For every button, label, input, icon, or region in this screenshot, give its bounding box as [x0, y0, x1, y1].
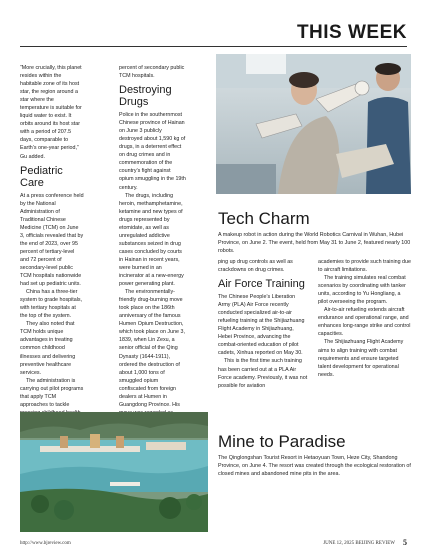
- paragraph: The drugs, including heroin, methamphetamine, ketamine and new types of drugs represented by etomidate, as well as unregulated addictive substances seized in drug cases concluded by courts in Hainan in recent years, were burned in an incinerator at a new-energy power generating plant.: [119, 192, 184, 288]
- paragraph: The environmentally-friendly drug-burning move took place on the 186th anniversary of the famous Humen Opium Destruction, which took place on June 3, 1839, when Lin Zexu, a senior official of the Qing Dynasty (1644-1911), ordered the destruction of about 1,000 tons of smuggled opium confiscated from foreign dealers at Humen in Guangdong Province. His: [119, 289, 185, 408]
- footer-issue: JUNE 12, 2025 BEIJING REVIEW: [323, 541, 395, 546]
- paragraph: The Chinese People’s Liberation Army (PLA) Air Force recently conducted specialized air-to-air refueling training at the Shijiazhuang Flight Academy in Shijiazhuang, Hebei Province, advancing the combat-oriented education of pilot cadets, Xinhua reported on May 30.: [218, 294, 305, 357]
- section-title: THIS WEEK: [296, 22, 407, 43]
- air-force-training-heading: Air Force Training: [218, 278, 305, 291]
- paragraph: The training simulates real combat scenarios by coordinating with tanker units, according to Yu Hongliang, a pilot overseeing the program.: [318, 275, 406, 306]
- paragraph: At a press conference held by the National Administration of Traditional Chinese Medicine (TCM) on June 3, officials revealed that by the end of 2023, over 95 percent of tertiary-level and 72 percent of secondary-level public TCM hospitals nationwide had set up pediatric units.: [20, 192, 84, 288]
- tech-charm-caption: A makeup robot in action during the World Robotics Carnival in Wuhan, Hubei Province, on June 2. The event, held from May 31 to June 2, featured nearly 100 robots.: [218, 232, 411, 254]
- paragraph: Air-to-air refueling extends aircraft endurance and operational range, and enhances long-range strike and control capacities.: [318, 307, 411, 338]
- mine-to-paradise-photo: [20, 412, 208, 532]
- paragraph: “More crucially, this planet resides within the habitable zone of its host star, the region around a star where the temperature is suitable for liquid water to exist. It orbits around its host star with a period of 207.5 days, comparable to Earth’s one-year period,” Gu added.: [20, 65, 82, 160]
- paragraph: They also noted that TCM holds unique advantages in treating common childhood illnesses and delivering preventive healthcare services.: [20, 321, 76, 376]
- tech-charm-photo: [216, 54, 411, 194]
- paragraph: The administration is carrying out pilot programs that apply TCM approaches to tackle: [20, 377, 84, 408]
- page-number: 5: [403, 538, 407, 547]
- column-4: [318, 258, 411, 379]
- paragraph: Police in the southernmost Chinese province of Hainan on June 3 publicly destroyed about 1,590 kg of drugs, in a deterrent effect on drug crimes and in commemoration of the country’s fight against opium smuggling in the 19th century.: [119, 112, 186, 191]
- tech-charm-title: Tech Charm: [218, 209, 310, 228]
- header-rule: [20, 46, 407, 47]
- mine-to-paradise-title: Mine to Paradise: [218, 432, 346, 451]
- paragraph: China has a three-tier system to grade hospitals, with tertiary hospitals at the top of the system.: [20, 289, 83, 320]
- paragraph: The Shijiazhuang Flight Academy aims to align training with combat requirements and ensure targeted talent development for operational needs.: [318, 339, 404, 378]
- paragraph: percent of secondary public TCM hospitals.: [119, 65, 185, 80]
- mine-to-paradise-caption: The Qinglongshan Tourist Resort in Hetaoyuan Town, Heze City, Shandong Province, on June 4. The resort was created through the ecological restoration of closed mines and abandoned mine pits in the area.: [218, 455, 411, 477]
- paragraph: This is the first time such training has been carried out at a PLA Air Force academy. Previously, it was not possible for aviation: [218, 358, 308, 389]
- paragraph: ping up drug controls as well as crackdowns on drug crimes.: [218, 259, 293, 274]
- footer-url: http://www.bjreview.com: [20, 541, 71, 546]
- pediatric-care-heading: Pediatric Care: [20, 164, 63, 189]
- column-3: [218, 258, 308, 390]
- destroying-drugs-heading: Destroying Drugs: [119, 84, 172, 109]
- paragraph: academies to provide such training due to aircraft limitations.: [318, 259, 411, 274]
